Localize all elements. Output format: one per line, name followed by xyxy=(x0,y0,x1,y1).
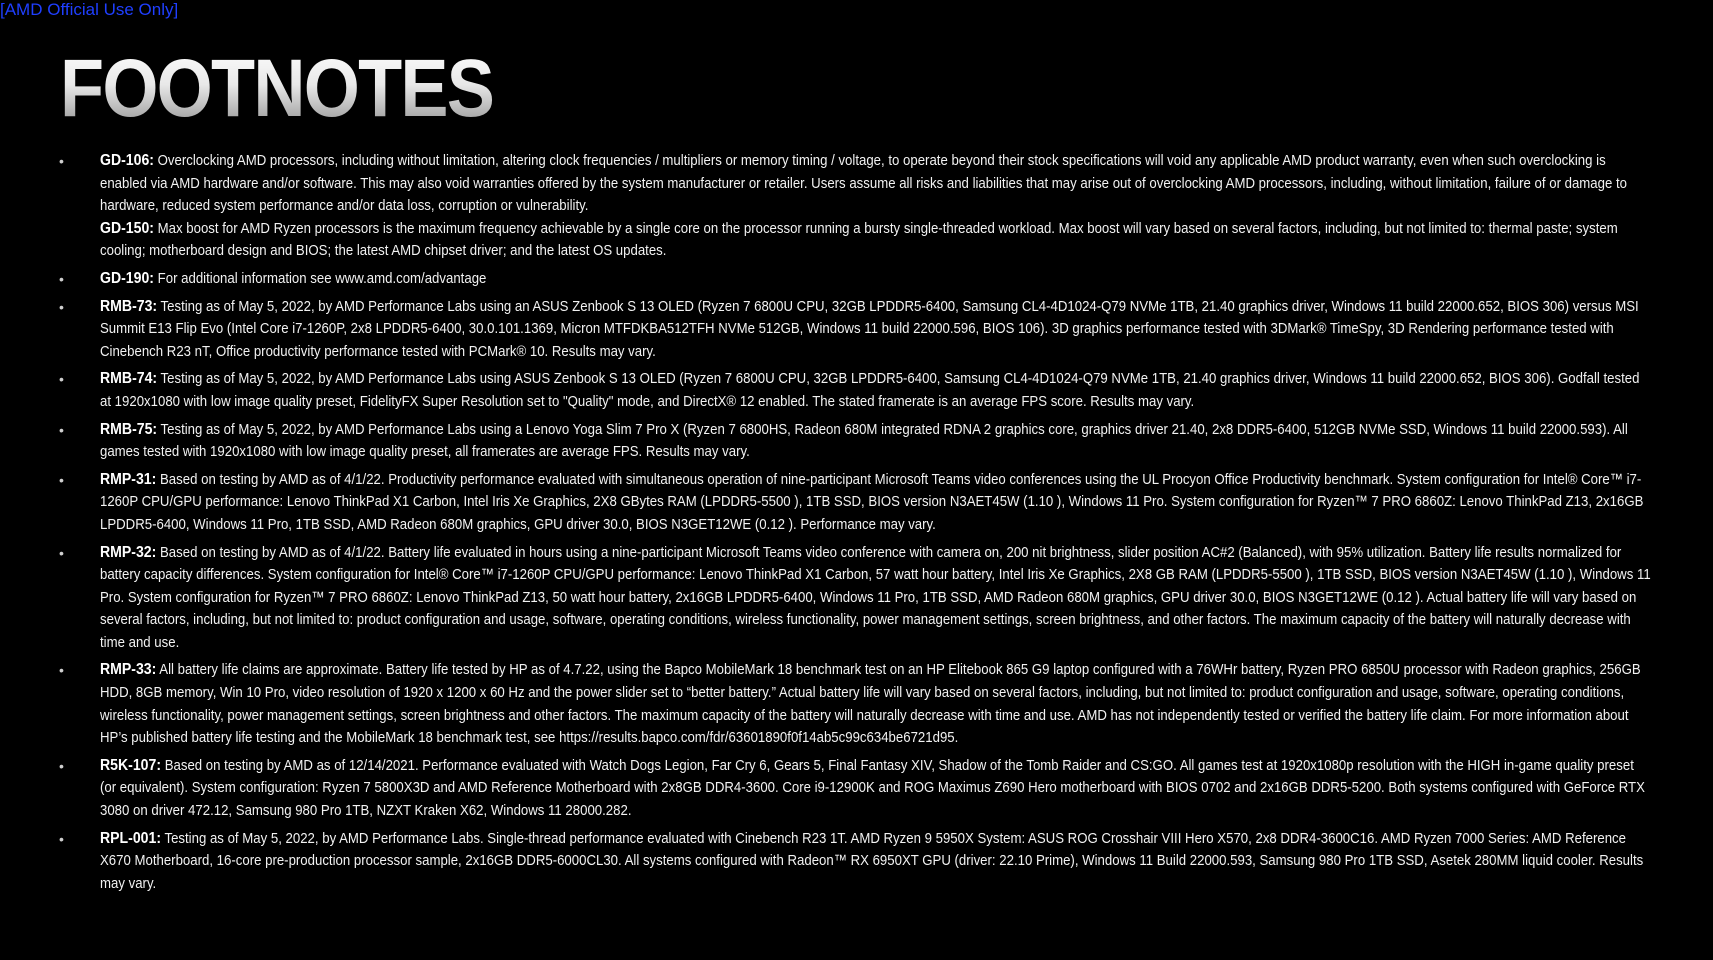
footnote-body: Testing as of May 5, 2022, by AMD Performance Labs using ASUS Zenbook S 13 OLED (Ryzen 7 6800U CPU, 32GB LPDDR5-6400, Samsung CL4-4D1024-Q79 NVMe 1TB, 21.40 graphics driver, Windows 11 build 22000.652, BIOS 306). Godfall tested at 1920x1080 with low image quality preset, FidelityFX Super Resolution set to "Quality" mode, and DirectX® 12 enabled. The stated framerate is an average FPS score. Results may vary. xyxy=(100,370,1640,410)
footnote-rmb-73 xyxy=(0,296,1713,364)
footnote-text xyxy=(100,542,1653,655)
footnote-rmp-31 xyxy=(0,469,1713,537)
footnote-body: For additional information see www.amd.com/advantage xyxy=(157,269,487,287)
footnote-text xyxy=(100,150,1653,263)
footnote-body: Overclocking AMD processors, including without limitation, altering clock frequencies / multipliers or memory timing / voltage, to operate beyond their stock specifications will void any applicable AMD product warranty, even when such overclocking is enabled via AMD hardware and/or software. This may also void warranties offered by the system manufacturer or retailer. Users assume all risks and liabilities that may arise out of overclocking AMD processors, including, without limitation, failure of or damage to hardware, reduced system performance and/or data loss, corruption or vulnerability. xyxy=(100,152,1628,215)
footnote-code: GD-190: xyxy=(100,269,154,287)
footnote-text xyxy=(100,755,1653,823)
bullet-icon: • xyxy=(59,298,64,315)
footnote-body: Testing as of May 5, 2022, by AMD Performance Labs. Single-thread performance evaluated with Cinebench R23 1T. AMD Ryzen 9 5950X System: ASUS ROG Crosshair VIII Hero X570, 2x8 DDR4-3600C16. AMD Ryzen 7000 Series: AMD Reference X670 Motherboard, 16-core pre-production processor sample, 2x16GB DDR5-6000CL30. All systems configured with Radeon™ RX 6950XT GPU (driver: 22.10 Prime), Windows 11 Build 22000.593, Samsung 980 Pro 1TB SSD, Asetek 280MM liquid cooler. Results may vary. xyxy=(100,829,1644,892)
footnote-rpl-001 xyxy=(0,828,1713,896)
footnote-text xyxy=(100,419,1653,464)
bullet-icon: • xyxy=(59,544,64,561)
footnote-text xyxy=(100,296,1653,364)
footnote-code: R5K-107: xyxy=(100,756,162,774)
footnote-text xyxy=(100,268,1653,291)
bullet-icon: • xyxy=(59,371,64,388)
footnote-rmb-74 xyxy=(0,368,1713,413)
page-title: FOOTNOTES xyxy=(60,43,494,134)
footnote-text xyxy=(100,368,1653,413)
footnote-code: RMP-32: xyxy=(100,543,157,561)
footnote-body: Testing as of May 5, 2022, by AMD Performance Labs using a Lenovo Yoga Slim 7 Pro X (Ryzen 7 6800HS, Radeon 680M integrated RDNA 2 graphics core, graphics driver 21.40, 2x8 DDR5-6400, 512GB NVMe SSD, Windows 11 build 22000.593). All games tested with 1920x1080 with low image quality preset, all framerates are average FPS. Results may vary. xyxy=(100,420,1628,461)
footnote-rmp-32 xyxy=(0,542,1713,655)
bullet-icon: • xyxy=(59,153,64,169)
bullet-icon: • xyxy=(59,757,64,774)
footnote-code: GD-106: xyxy=(100,152,154,169)
classification-label: [AMD Official Use Only] xyxy=(0,0,179,19)
footnote-body: Based on testing by AMD as of 4/1/22. Productivity performance evaluated with simultaneous operation of nine-participant Microsoft Teams video conferences using the UL Procyon Office Productivity benchmark. System configuration for Intel® Core™ i7-1260P CPU/GPU performance: Lenovo ThinkPad X1 Carbon, Intel Iris Xe Graphics, 2X8 GBytes RAM (LPDDR5-5500 ), 1TB SSD, BIOS version N3AET45W (1.10 ), Windows 11 Pro. System configuration for Ryzen™ 7 PRO 6860Z: Lenovo ThinkPad Z13, 2x16GB LPDDR5-6400, Windows 11 Pro, 1TB SSD, AMD Radeon 680M graphics, GPU driver 30.0, BIOS N3GET12WE (0.12 ). Performance may vary. xyxy=(100,470,1644,533)
footnote-code: GD-150: xyxy=(100,219,154,237)
footnote-body: Based on testing by AMD as of 4/1/22. Battery life evaluated in hours using a nine-participant Microsoft Teams video conference with camera on, 200 nit brightness, slider position AC#2 (Balanced), with 95% utilization. Battery life results normalized for battery capacity differences. System configuration for Intel® Core™ i7-1260P CPU/GPU performance: Lenovo ThinkPad X1 Carbon, 57 watt hour battery, Intel Iris Xe Graphics, 2X8 GB RAM (LPDDR5-5500 ), 1TB SSD, BIOS version N3AET45W (1.10 ), Windows 11 Pro. System configuration for Ryzen™ 7 PRO 6860Z: Lenovo ThinkPad Z13, 50 watt hour battery, 2x16GB LPDDR5-6400, Windows 11 Pro, 1TB SSD, AMD Radeon 680M graphics, GPU driver 30.0, BIOS N3GET12WE (0.12 ). Actual battery life will vary based on several factors, including, but not limited to: product configuration and usage, software, operating conditions, wireless functionality, power management settings, screen brightness, and other factors. The maximum capacity of the battery will naturally decrease with time and use. xyxy=(100,543,1651,651)
footnote-body: All battery life claims are approximate. Battery life tested by HP as of 4.7.22, using the Bapco MobileMark 18 benchmark test on an HP Elitebook 865 G9 laptop configured with a 76WHr battery, Ryzen PRO 6850U processor with Radeon graphics, 256GB HDD, 8GB memory, Win 10 Pro, video resolution of 1920 x 1200 x 60 Hz and the power slider set to “better battery.” Actual battery life will vary based on several factors, including, but not limited to: product configuration and usage, software, operating conditions, wireless functionality, power management settings, screen brightness and other factors. The maximum capacity of the battery will naturally decrease with time and use. AMD has not independently tested or verified the battery life claim. For more information about HP’s published battery life testing and the MobileMark 18 benchmark test, see https://results.bapco.com/fdr/63601890f0f14ab5c99c634be6721d95. xyxy=(100,661,1641,747)
footnote-body: Based on testing by AMD as of 12/14/2021. Performance evaluated with Watch Dogs Legion, Far Cry 6, Gears 5, Final Fantasy XIV, Shadow of the Tomb Raider and CS:GO. All games test at 1920x1080p resolution with the HIGH in-game quality preset (or equivalent). System configuration: Ryzen 7 5800X3D and AMD Reference Motherboard with 2x8GB DDR4-3600. Core i9-12900K and ROG Maximus Z690 Hero motherboard with BIOS 0702 and 2x16GB DDR5-5200. Both systems configured with GeForce RTX 3080 on driver 472.12, Samsung 980 Pro 1TB, NZXT Kraken X62, Windows 11 28000.282. xyxy=(100,756,1645,820)
bullet-icon: • xyxy=(59,662,64,679)
footnote-rmp-33 xyxy=(0,659,1713,749)
footnotes-list xyxy=(0,150,1713,900)
footnote-code: RMP-31: xyxy=(100,470,157,488)
footnote-code: RMB-75: xyxy=(100,420,158,438)
footnote-code: RPL-001: xyxy=(100,829,162,847)
footnote-rmb-75 xyxy=(0,419,1713,464)
bullet-icon: • xyxy=(59,270,64,287)
footnote-body: Max boost for AMD Ryzen processors is the maximum frequency achievable by a single core on the processor running a bursty single-threaded workload. Max boost will vary based on several factors, including, but not limited to: thermal paste; system cooling; motherboard design and BIOS; the latest AMD chipset driver; and the latest OS updates. xyxy=(100,219,1618,260)
footnote-r5k-107 xyxy=(0,755,1713,823)
footnote-gd-106 xyxy=(0,150,1713,263)
footnote-text xyxy=(100,828,1653,896)
footnote-code: RMB-73: xyxy=(100,297,158,315)
footnote-text xyxy=(100,659,1653,749)
bullet-icon: • xyxy=(59,421,64,438)
footnote-text xyxy=(100,469,1653,537)
footnote-code: RMB-74: xyxy=(100,370,158,388)
footnote-body: Testing as of May 5, 2022, by AMD Performance Labs using an ASUS Zenbook S 13 OLED (Ryzen 7 6800U CPU, 32GB LPDDR5-6400, Samsung CL4-4D1024-Q79 NVMe 1TB, 21.40 graphics driver, Windows 11 build 22000.652, BIOS 306) versus MSI Summit E13 Flip Evo (Intel Core i7-1260P, 2x8 LPDDR5-6400, 30.0.101.1369, Micron MTFDKBA512TFH NVMe 512GB, Windows 11 build 22000.596, BIOS 106). 3D graphics performance tested with 3DMark® TimeSpy, 3D Rendering performance tested with Cinebench R23 nT, Office productivity performance tested with PCMark® 10. Results may vary. xyxy=(100,297,1639,360)
footnote-gd-190 xyxy=(0,268,1713,291)
bullet-icon: • xyxy=(59,471,64,488)
bullet-icon: • xyxy=(59,830,64,847)
footnote-code: RMP-33: xyxy=(100,661,157,679)
